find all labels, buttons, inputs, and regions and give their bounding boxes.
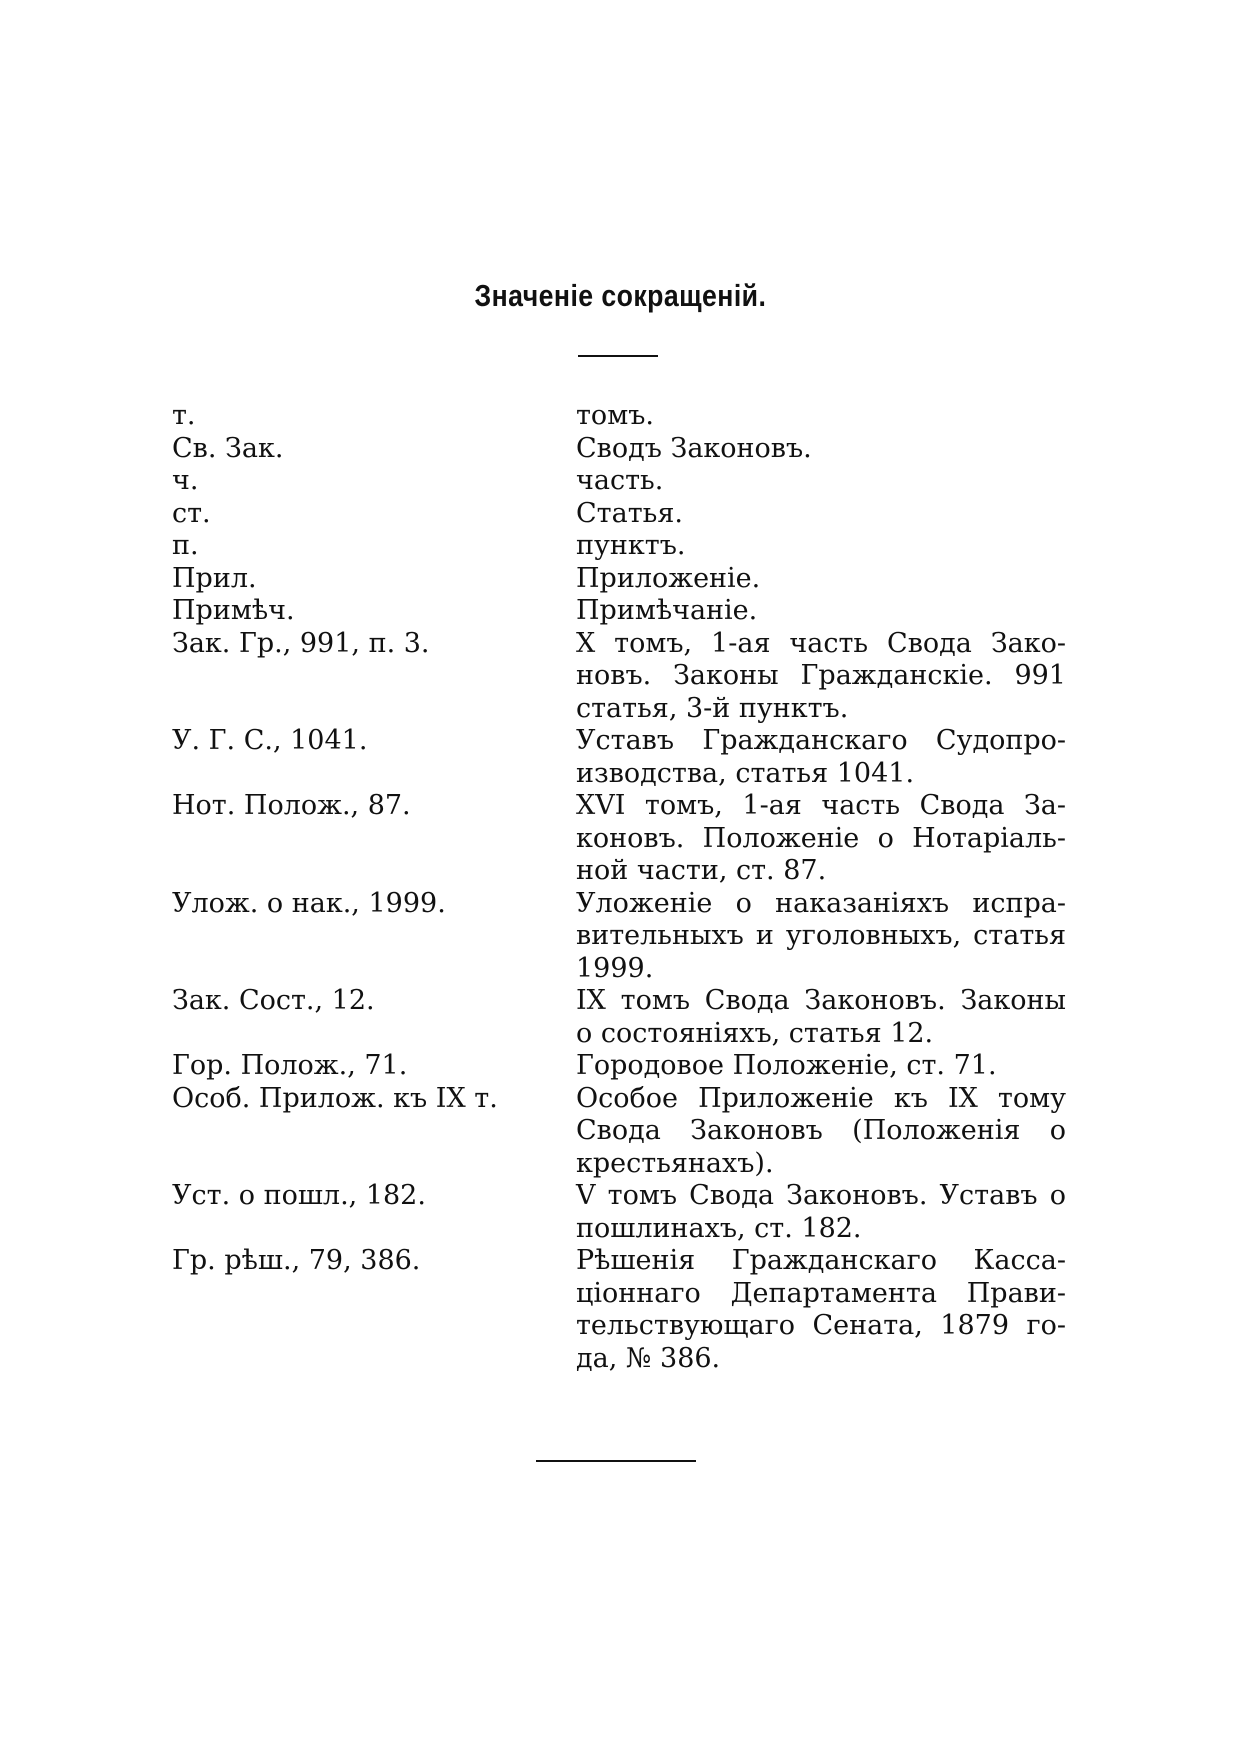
abbreviation-list — [172, 400, 1072, 1375]
list-item — [172, 498, 1072, 531]
list-item — [172, 725, 1072, 790]
abbreviation: У. Г. С., 1041. — [172, 725, 368, 756]
list-item — [172, 563, 1072, 596]
abbreviation-meaning: Особое Приложеніе къ IX тому Свода Законовъ (Положенія о крестьянахъ). — [576, 1082, 1066, 1179]
abbreviation: Св. Зак. — [172, 432, 284, 464]
abbreviation-meaning: Приложеніе. — [576, 562, 761, 594]
abbreviation-meaning: томъ. — [576, 400, 654, 431]
abbreviation-meaning: IX томъ Свода Законовъ. Законы о состояніяхъ, статья 12. — [576, 985, 1066, 1049]
abbreviation-meaning: XVI томъ, 1-ая часть Свода Законовъ. Положеніе о Нотаріальной части, ст. 87. — [576, 790, 1066, 886]
abbreviation-meaning: пунктъ. — [576, 530, 686, 561]
list-item — [172, 400, 1072, 433]
abbreviation: Зак. Гр., 991, п. 3. — [172, 627, 430, 659]
abbreviation: Прил. — [172, 562, 257, 594]
list-item — [172, 1180, 1072, 1245]
abbreviation-meaning: Статья. — [576, 497, 683, 529]
abbreviation: Нот. Полож., 87. — [172, 790, 411, 821]
list-item — [172, 888, 1072, 986]
abbreviation-meaning: Уложеніе о наказаніяхъ исправительныхъ и уголовныхъ, статья 1999. — [576, 887, 1066, 984]
title-divider — [578, 355, 658, 357]
abbreviation: Зак. Сост., 12. — [172, 985, 375, 1016]
list-item — [172, 530, 1072, 563]
abbreviation: Гр. рѣш., 79, 386. — [172, 1245, 421, 1276]
list-item — [172, 1050, 1072, 1083]
abbreviation-meaning: Уставъ Гражданскаго Судопроизводства, статья 1041. — [576, 725, 1066, 789]
list-item — [172, 985, 1072, 1050]
abbreviation-meaning: Примѣчаніе. — [576, 595, 758, 626]
list-item — [172, 465, 1072, 498]
list-item — [172, 1083, 1072, 1181]
list-item — [172, 595, 1072, 628]
abbreviation-meaning: Рѣшенія Гражданскаго Кассаціоннаго Департамента Правительствующаго Сената, 1879 года, № 386. — [576, 1245, 1066, 1374]
list-item — [172, 1245, 1072, 1375]
abbreviation-meaning: часть. — [576, 465, 664, 496]
abbreviation: Улож. о нак., 1999. — [172, 887, 446, 919]
abbreviation: ч. — [172, 465, 199, 496]
abbreviation-meaning: V томъ Свода Законовъ. Уставъ о пошлинахъ, ст. 182. — [576, 1180, 1066, 1244]
abbreviation: Примѣч. — [172, 595, 295, 626]
list-item — [172, 628, 1072, 726]
list-item — [172, 433, 1072, 466]
abbreviation-meaning: Сводъ Законовъ. — [576, 432, 812, 464]
page-title: Значеніе сокращеній. — [474, 278, 767, 313]
abbreviation: п. — [172, 530, 199, 561]
abbreviation: Особ. Прилож. къ IX т. — [172, 1082, 498, 1114]
abbreviation: ст. — [172, 497, 211, 529]
abbreviation: Гор. Полож., 71. — [172, 1050, 408, 1081]
abbreviation-meaning: X томъ, 1-ая часть Свода Законовъ. Законы Гражданскіе. 991 статья, 3-й пунктъ. — [576, 627, 1066, 724]
abbreviation: т. — [172, 400, 196, 431]
abbreviation: Уст. о пошл., 182. — [172, 1180, 426, 1211]
abbreviation-meaning: Городовое Положеніе, ст. 71. — [576, 1050, 997, 1081]
list-item — [172, 790, 1072, 888]
end-divider — [536, 1460, 696, 1462]
